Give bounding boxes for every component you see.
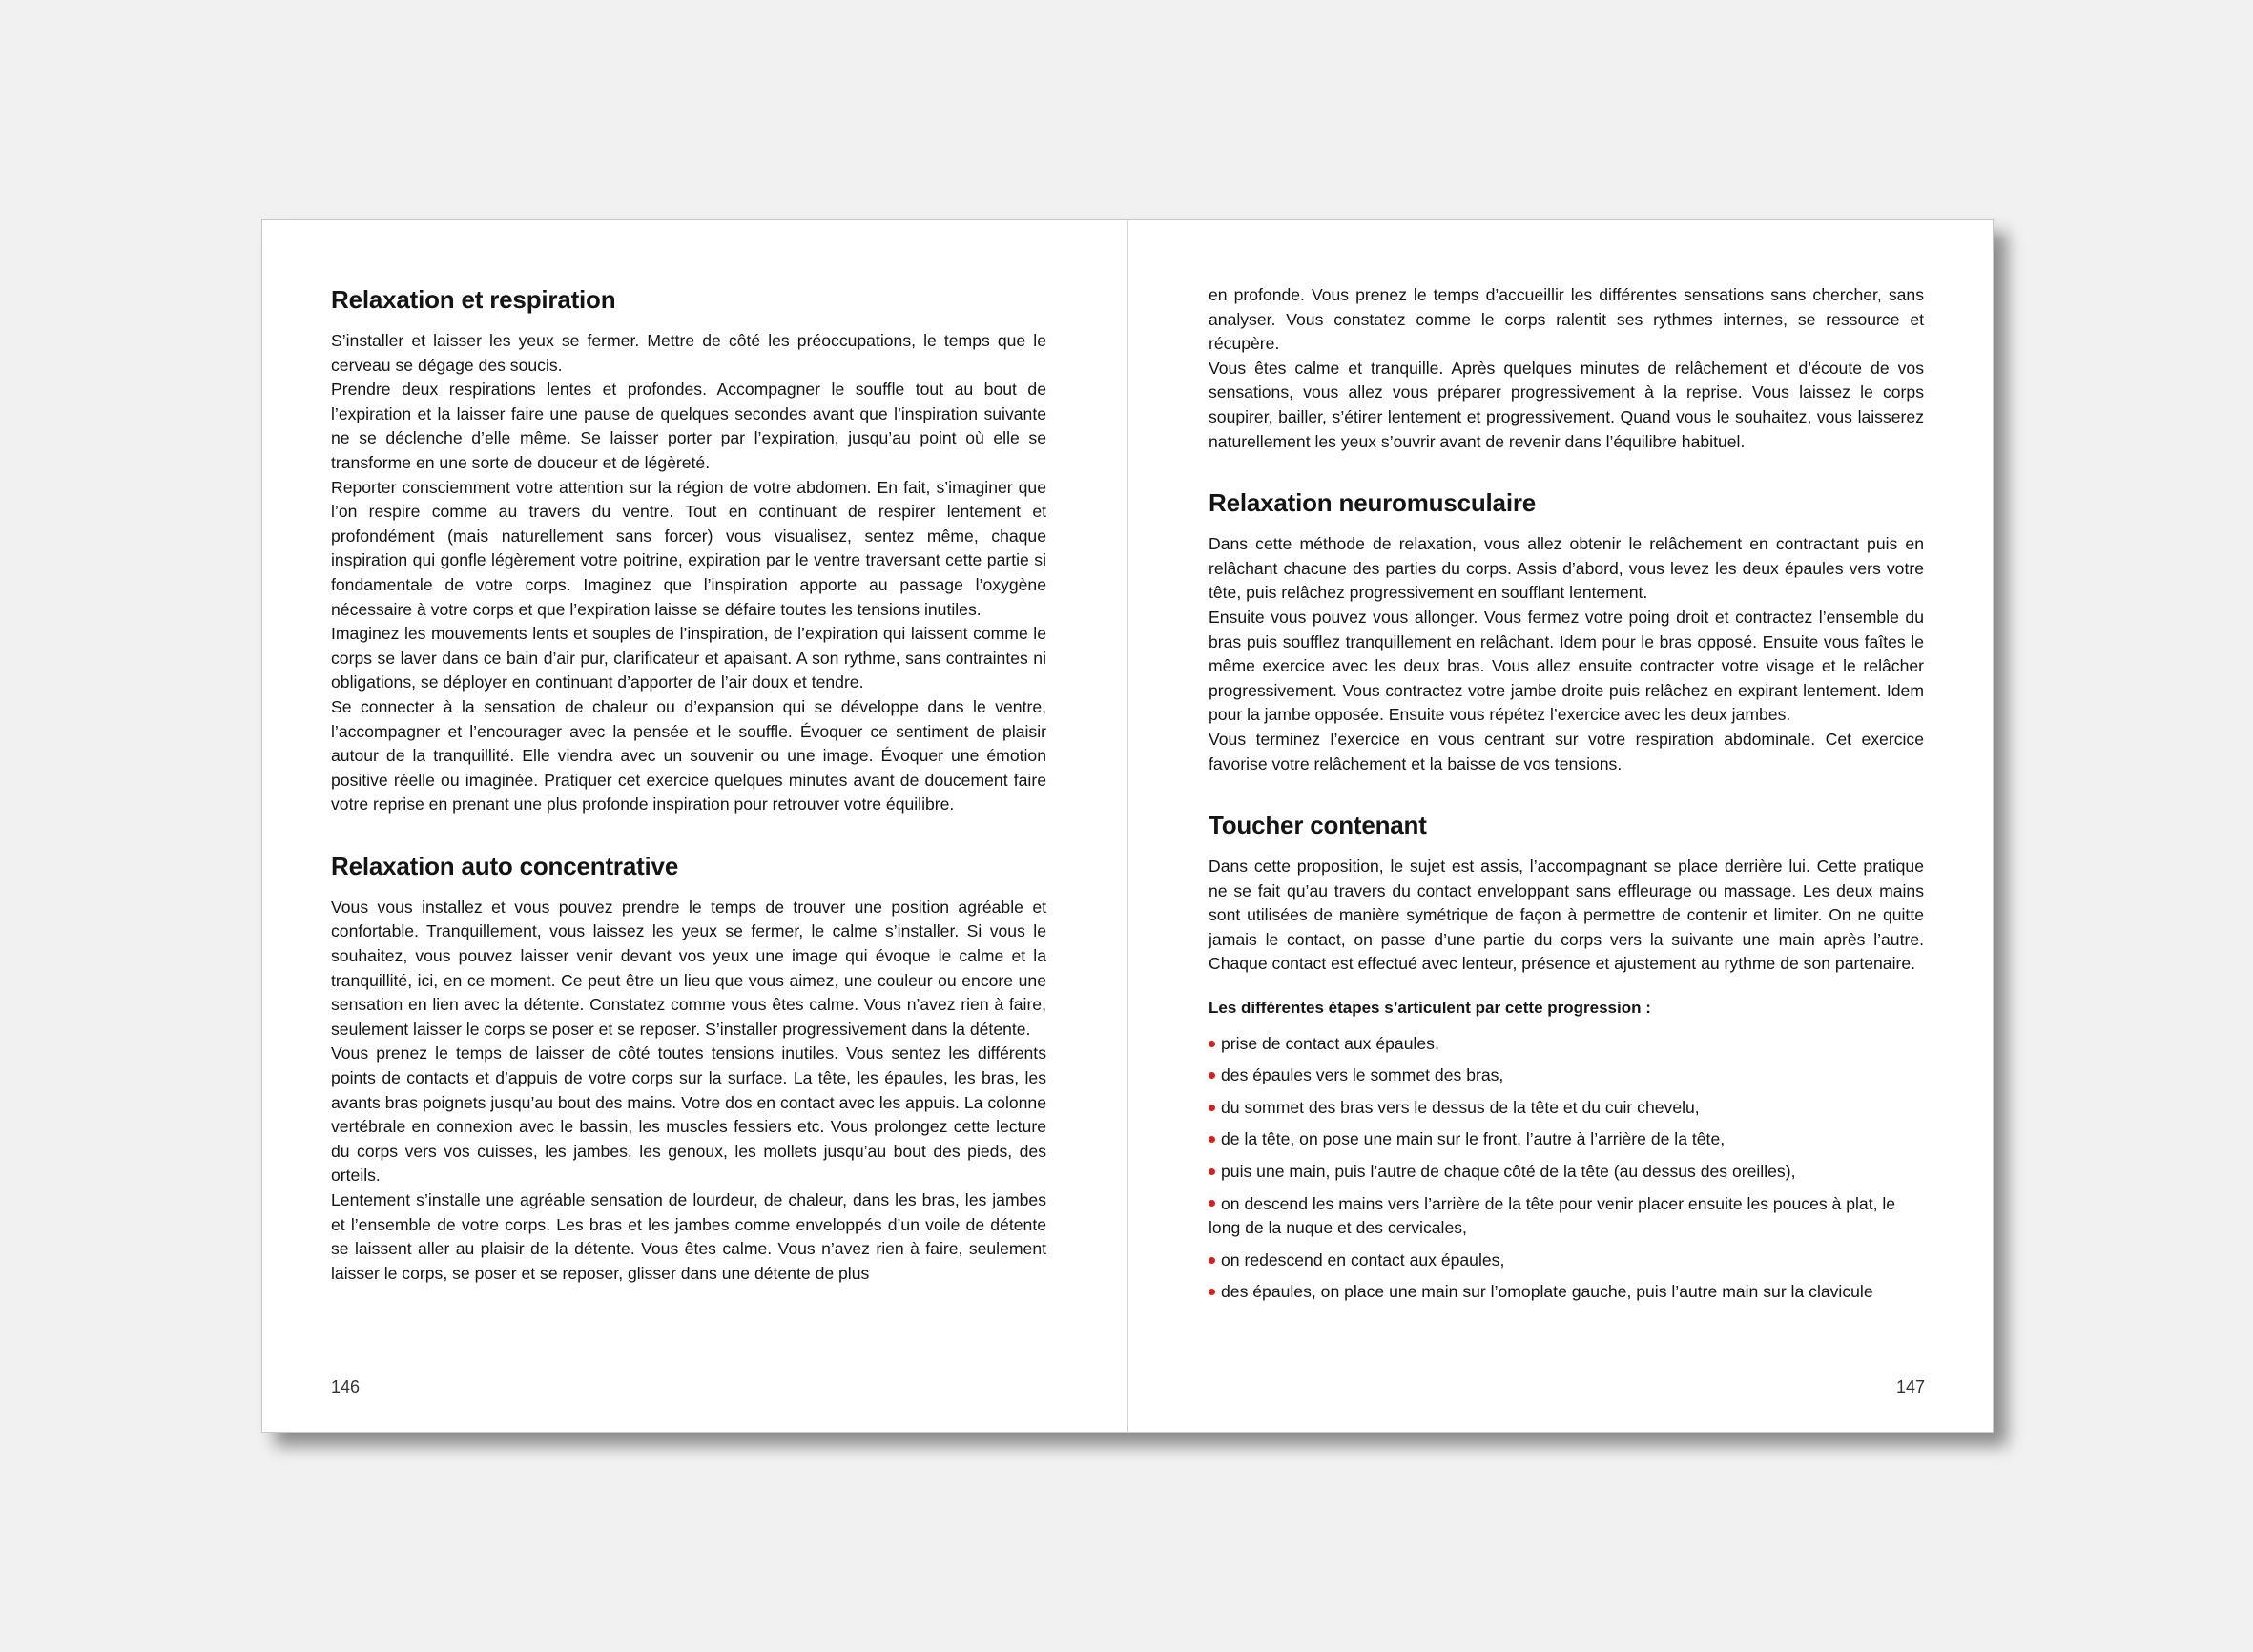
list-item bbox=[1209, 1280, 1924, 1305]
steps-list bbox=[1209, 1032, 1924, 1305]
right-page-text-column bbox=[1209, 283, 1924, 1312]
list-item-text: des épaules vers le sommet des bras, bbox=[1221, 1065, 1504, 1085]
list-item-text: de la tête, on pose une main sur le front, l’autre à l’arrière de la tête, bbox=[1221, 1129, 1726, 1149]
continued-text bbox=[1209, 283, 1924, 454]
section-relaxation-auto-concentrative bbox=[331, 850, 1046, 1287]
paragraph: Dans cette méthode de relaxation, vous allez obtenir le relâchement en contractant puis en relâchant chacune des parties du corps. Assis d’abord, vous levez les deux épaules vers votre tête, puis relâchez progressivement en soufflant lentement. bbox=[1209, 534, 1924, 603]
list-item bbox=[1209, 1249, 1924, 1273]
book-spread bbox=[261, 219, 1994, 1433]
bullet-dot-icon bbox=[1209, 1136, 1215, 1143]
paragraph: Reporter consciemment votre attention sur la région de votre abdomen. En fait, s’imaginer que l’on respire comme au travers du ventre. Tout en continuant de respirer lentement et profondément (mais naturellement sans forcer) vous visualisez, sentez même, chaque inspiration qui gonfle légèrement votre poitrine, expiration par le ventre traversant cette partie si fondamentale de votre corps. Imaginez que l’inspiration apporte au passage l’oxygène nécessaire à votre corps et que l’expiration laisse se défaire toutes les tensions inutiles. bbox=[331, 477, 1046, 619]
list-item bbox=[1209, 1032, 1924, 1057]
section-toucher-contenant bbox=[1209, 809, 1924, 1305]
bullet-dot-icon bbox=[1209, 1041, 1215, 1047]
section-relaxation-respiration bbox=[331, 283, 1046, 817]
paragraph: Lentement s’installe une agréable sensation de lourdeur, de chaleur, dans les bras, les jambes et l’ensemble de votre corps. Les bras et les jambes comme enveloppés d’un voile de détente se laissent aller au plaisir de la détente. Vous êtes calme. Vous n’avez rien à faire, seulement laisser le corps, se poser et se reposer, glisser dans une détente de plus bbox=[331, 1190, 1046, 1283]
list-item bbox=[1209, 1063, 1924, 1088]
bullet-dot-icon bbox=[1209, 1072, 1215, 1079]
page-number: 146 bbox=[331, 1377, 361, 1396]
section-relaxation-neuromusculaire bbox=[1209, 486, 1924, 776]
paragraph: Vous êtes calme et tranquille. Après quelques minutes de relâchement et d’écoute de vos sensations, vous allez vous préparer progressivement à la reprise. Vous laissez le corps soupirer, bailler, s’étirer lentement et progressivement. Quand vous le souhaitez, vous laisserez naturellement les yeux s’ouvrir avant de revenir dans l’équilibre habituel. bbox=[1209, 358, 1924, 451]
section-title: Relaxation et respiration bbox=[331, 285, 616, 314]
page-number: 147 bbox=[1895, 1377, 1925, 1396]
paragraph: Vous prenez le temps de laisser de côté toutes tensions inutiles. Vous sentez les différents points de contacts et d’appuis de votre corps sur la surface. La tête, les épaules, les bras, les avants bras poignets jusqu’au bout des mains. Votre dos en contact avec les appuis. La colonne vertébrale en connexion avec le bassin, les muscles fessiers etc. Vous prolongez cette lecture du corps vers vos cuisses, les jambes, les genoux, les mollets jusqu’au bout des pieds, des orteils. bbox=[331, 1043, 1046, 1186]
bullet-dot-icon bbox=[1209, 1168, 1215, 1175]
section-title: Toucher contenant bbox=[1209, 811, 1427, 840]
list-item bbox=[1209, 1160, 1924, 1185]
paragraph: Ensuite vous pouvez vous allonger. Vous fermez votre poing droit et contractez l’ensemble du bras puis soufflez tranquillement en relâchant. Idem pour le bras opposé. Ensuite vous faîtes le même exercice avec les deux bras. Vous allez ensuite contracter votre visage et le relâcher progressivement. Vous contractez votre jambe droite puis relâchez en expirant lentement. Idem pour la jambe opposée. Ensuite vous répétez l’exercice avec les deux jambes. bbox=[1209, 607, 1924, 725]
bullet-dot-icon bbox=[1209, 1289, 1215, 1295]
list-item bbox=[1209, 1192, 1924, 1241]
list-item-text: on redescend en contact aux épaules, bbox=[1221, 1249, 1505, 1270]
right-page bbox=[1128, 220, 1994, 1432]
paragraph: en profonde. Vous prenez le temps d’accueillir les différentes sensations sans chercher, sans analyser. Vous constatez comme le corps ralentit ses rythmes internes, se ressource et récupère. bbox=[1209, 285, 1924, 354]
paragraph: Dans cette proposition, le sujet est assis, l’accompagnant se place derrière lui. Cette pratique ne se fait qu’au travers du contact enveloppant sans effleurage ou massage. Les deux mains sont utilisées de manière symétrique de façon à permettre de contenir et limiter. On ne quitte jamais le contact, on passe d’une partie du corps vers la suivante une main après l’autre. Chaque contact est effectué avec lenteur, présence et ajustement au rythme de son partenaire. bbox=[1209, 857, 1924, 974]
list-item bbox=[1209, 1127, 1924, 1152]
list-item-text: du sommet des bras vers le dessus de la tête et du cuir chevelu, bbox=[1221, 1097, 1700, 1117]
left-page-text-column bbox=[331, 283, 1046, 1318]
section-title: Relaxation neuromusculaire bbox=[1209, 488, 1537, 518]
section-title: Relaxation auto concentrative bbox=[331, 851, 679, 880]
paragraph: Vous vous installez et vous pouvez prendre le temps de trouver une position agréable et confortable. Tranquillement, vous laissez les yeux se fermer, le calme s’installer. Si vous le souhaitez, vous pouvez laisser venir devant vos yeux une image qui évoque le calme et la tranquillité, ici, en ce moment. Ce peut être un lieu que vous aimez, une couleur ou encore une sensation en lien avec la détente. Constatez comme vous êtes calme. Vous n’avez rien à faire, seulement laisser le corps se poser et se reposer. S’installer progressivement dans la détente. bbox=[331, 897, 1046, 1039]
bullet-dot-icon bbox=[1209, 1200, 1215, 1207]
paragraph: Se connecter à la sensation de chaleur ou d’expansion qui se développe dans le ventre, l’accompagner et l’encourager avec la pensée et le souffle. Évoquer ce sentiment de plaisir autour de la tranquillité. Elle viendra avec un souvenir ou une image. Évoquer une émotion positive réelle ou imaginée. Pratiquer cet exercice quelques minutes avant de doucement faire votre reprise en prenant une plus profonde inspiration pour retrouver votre équilibre. bbox=[331, 696, 1046, 815]
bullet-dot-icon bbox=[1209, 1105, 1215, 1111]
list-item-text: puis une main, puis l’autre de chaque côté de la tête (au dessus des oreilles), bbox=[1221, 1162, 1796, 1182]
paragraph: Vous terminez l’exercice en vous centrant sur votre respiration abdominale. Cet exercice favorise votre relâchement et la baisse de vos tensions. bbox=[1209, 729, 1924, 774]
bullet-dot-icon bbox=[1209, 1257, 1215, 1264]
paragraph: Prendre deux respirations lentes et profondes. Accompagner le souffle tout au bout de l’expiration et la laisser faire une pause de quelques secondes avant que l’inspiration suivante ne se déclenche d’elle même. Se laisser porter par l’expiration, jusqu’au point où elle se transforme en une sorte de douceur et de légèreté. bbox=[331, 380, 1046, 472]
steps-heading: Les différentes étapes s’articulent par cette progression : bbox=[1209, 999, 1651, 1018]
left-page bbox=[262, 220, 1127, 1432]
list-item bbox=[1209, 1096, 1924, 1121]
paragraph: Imaginez les mouvements lents et souples de l’inspiration, de l’expiration qui laissent comme le corps se laver dans ce bain d’air pur, clarificateur et apaisant. A son rythme, sans contraintes ni obligations, se déployer en continuant d’apporter de l’air doux et tendre. bbox=[331, 624, 1046, 692]
list-item-text: on descend les mains vers l’arrière de la tête pour venir placer ensuite les pouces à plat, le long de la nuque et des cervicales, bbox=[1209, 1193, 1896, 1238]
list-item-text: prise de contact aux épaules, bbox=[1221, 1033, 1439, 1053]
paragraph: S’installer et laisser les yeux se fermer. Mettre de côté les préoccupations, le temps que le cerveau se dégage des soucis. bbox=[331, 331, 1046, 375]
list-item-text: des épaules, on place une main sur l’omoplate gauche, puis l’autre main sur la clavicule bbox=[1221, 1282, 1873, 1302]
